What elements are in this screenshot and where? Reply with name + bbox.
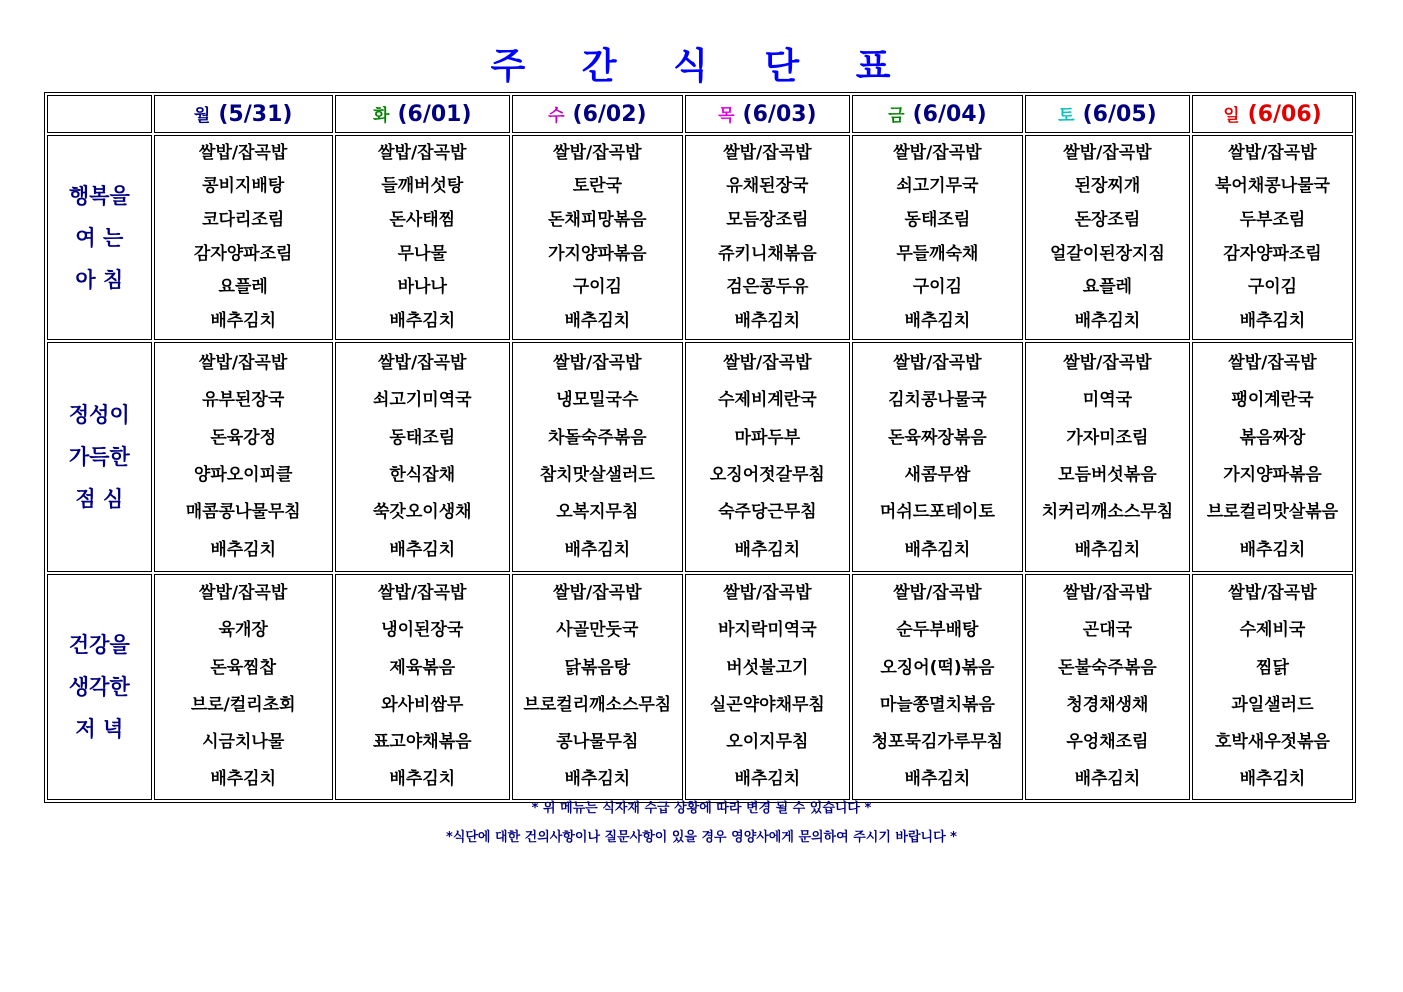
menu-item: 동태조림 bbox=[389, 427, 456, 448]
menu-item: 육개장 bbox=[218, 620, 268, 641]
menu-item: 배추김치 bbox=[904, 769, 971, 790]
menu-item: 배추김치 bbox=[1239, 310, 1306, 331]
menu-item: 배추김치 bbox=[564, 539, 631, 560]
meal-label-dinner bbox=[47, 574, 152, 800]
meal-row-breakfast bbox=[47, 135, 1353, 340]
menu-item: 가지양파볶음 bbox=[548, 243, 647, 264]
menu-cell bbox=[512, 342, 683, 572]
menu-item: 한식잡채 bbox=[389, 465, 456, 485]
day-date: (6/06) bbox=[1247, 102, 1322, 127]
day-date: (5/31) bbox=[218, 102, 293, 127]
menu-item: 수제비국 bbox=[1239, 620, 1306, 641]
menu-cell bbox=[335, 574, 510, 800]
menu-cell bbox=[335, 342, 510, 572]
menu-item: 쌀밥/잡곡밥 bbox=[893, 583, 982, 603]
menu-item: 오이지무침 bbox=[726, 732, 809, 753]
menu-item: 버섯불고기 bbox=[726, 657, 809, 678]
day-date: (6/03) bbox=[742, 102, 817, 127]
meal-label-lunch bbox=[47, 342, 152, 572]
menu-item: 쌀밥/잡곡밥 bbox=[553, 142, 642, 163]
menu-item: 쌀밥/잡곡밥 bbox=[723, 353, 812, 374]
meal-label-line: 아 침 bbox=[75, 267, 124, 292]
day-date: (6/05) bbox=[1082, 102, 1157, 127]
meal-row-lunch bbox=[47, 342, 1353, 572]
menu-cell bbox=[852, 135, 1023, 340]
menu-item: 돈육찜찹 bbox=[210, 657, 277, 678]
menu-item: 시금치나물 bbox=[202, 732, 285, 753]
footnote-contact-notice: *식단에 대한 건의사항이나 질문사항이 있을 경우 영양사에게 문의하여 주시기 바랍니다 * bbox=[446, 830, 957, 845]
menu-item: 오복지무침 bbox=[556, 502, 639, 523]
menu-item: 쌀밥/잡곡밥 bbox=[199, 583, 288, 603]
meal-label-line: 저 녁 bbox=[75, 716, 124, 741]
menu-item: 쌀밥/잡곡밥 bbox=[199, 142, 288, 163]
menu-item: 배추김치 bbox=[389, 769, 456, 790]
menu-cell bbox=[1192, 574, 1353, 800]
page-title: 주 간 식 단 표 bbox=[490, 46, 913, 87]
menu-item: 머쉬드포테이토 bbox=[879, 502, 995, 523]
menu-item: 돈불숙주볶음 bbox=[1058, 657, 1157, 678]
meal-label-line: 가득한 bbox=[68, 445, 130, 469]
menu-item: 배추김치 bbox=[389, 310, 456, 331]
menu-item: 숙주당근무침 bbox=[718, 502, 817, 523]
menu-item: 과일샐러드 bbox=[1231, 694, 1314, 715]
menu-item: 볶음짜장 bbox=[1239, 427, 1306, 448]
menu-item: 바지락미역국 bbox=[718, 620, 817, 641]
menu-item: 토란국 bbox=[572, 176, 622, 197]
day-char: 목 bbox=[718, 106, 735, 126]
menu-cell bbox=[852, 574, 1023, 800]
menu-item: 마늘쫑멸치볶음 bbox=[879, 694, 995, 715]
menu-item: 유부된장국 bbox=[202, 390, 285, 411]
menu-item: 코다리조림 bbox=[202, 209, 285, 230]
menu-item: 마파두부 bbox=[734, 427, 801, 448]
menu-item: 가지양파볶음 bbox=[1223, 465, 1322, 485]
menu-item: 냉모밀국수 bbox=[556, 390, 639, 411]
menu-item: 배추김치 bbox=[904, 539, 971, 560]
meal-label-line: 여 는 bbox=[75, 225, 124, 250]
menu-item: 팽이계란국 bbox=[1231, 390, 1314, 411]
menu-item: 구이김 bbox=[1247, 277, 1298, 298]
menu-item: 쌀밥/잡곡밥 bbox=[1063, 142, 1152, 163]
meal-label-line: 생각한 bbox=[68, 674, 130, 699]
menu-cell bbox=[685, 135, 850, 340]
day-date: (6/04) bbox=[912, 102, 987, 127]
menu-item: 와사비쌈무 bbox=[381, 694, 464, 715]
meal-label-breakfast bbox=[47, 135, 152, 340]
menu-item: 검은콩두유 bbox=[726, 277, 809, 298]
menu-item: 양파오이피클 bbox=[193, 465, 293, 485]
day-char: 수 bbox=[548, 106, 565, 126]
menu-item: 배추김치 bbox=[389, 539, 456, 560]
menu-cell bbox=[154, 135, 333, 340]
meal-label-line: 점 심 bbox=[75, 487, 124, 511]
menu-item: 쌀밥/잡곡밥 bbox=[1228, 142, 1317, 163]
menu-item: 실곤약야채무침 bbox=[709, 694, 825, 715]
menu-item: 제육볶음 bbox=[389, 657, 456, 678]
menu-item: 북어채콩나물국 bbox=[1214, 176, 1330, 197]
header-row bbox=[47, 95, 1353, 133]
menu-item: 쇠고기미역국 bbox=[373, 390, 472, 411]
menu-item: 무나물 bbox=[397, 243, 447, 264]
menu-item: 새콤무쌈 bbox=[904, 465, 971, 485]
menu-cell bbox=[335, 135, 510, 340]
menu-item: 곤대국 bbox=[1082, 620, 1133, 641]
menu-item: 돈채피망볶음 bbox=[548, 209, 647, 230]
menu-item: 치커리깨소스무침 bbox=[1041, 502, 1174, 523]
day-date: (6/02) bbox=[572, 102, 647, 127]
menu-cell bbox=[1192, 342, 1353, 572]
meal-row-dinner bbox=[47, 574, 1353, 800]
menu-item: 수제비계란국 bbox=[718, 390, 817, 411]
menu-item: 요플레 bbox=[1082, 277, 1133, 298]
menu-item: 쌀밥/잡곡밥 bbox=[893, 142, 982, 163]
menu-item: 우엉채조림 bbox=[1066, 732, 1149, 753]
menu-item: 쌀밥/잡곡밥 bbox=[378, 353, 467, 374]
menu-item: 청경채생채 bbox=[1066, 694, 1149, 715]
menu-item: 호박새우젓볶음 bbox=[1214, 732, 1330, 753]
menu-item: 콩비지배탕 bbox=[202, 176, 285, 197]
day-char: 토 bbox=[1058, 106, 1075, 126]
menu-item: 콩나물무침 bbox=[556, 732, 639, 753]
menu-item: 브로컬리맛살볶음 bbox=[1206, 502, 1339, 523]
menu-item: 구이김 bbox=[572, 277, 622, 298]
menu-item: 브로컬리깨소스무침 bbox=[523, 694, 672, 715]
menu-item: 쌀밥/잡곡밥 bbox=[199, 353, 288, 374]
menu-item: 모듬장조림 bbox=[726, 209, 809, 230]
menu-item: 쑥갓오이생채 bbox=[373, 502, 472, 523]
menu-item: 참치맛살샐러드 bbox=[539, 465, 655, 485]
menu-item: 구이김 bbox=[912, 277, 963, 298]
day-date: (6/01) bbox=[397, 102, 472, 127]
menu-item: 순두부배탕 bbox=[896, 620, 979, 641]
menu-item: 배추김치 bbox=[1239, 769, 1306, 790]
menu-cell bbox=[852, 342, 1023, 572]
menu-item: 무들깨숙채 bbox=[896, 243, 979, 264]
menu-item: 배추김치 bbox=[1074, 310, 1141, 331]
menu-item: 쌀밥/잡곡밥 bbox=[893, 353, 982, 374]
menu-cell bbox=[1025, 574, 1190, 800]
menu-cell bbox=[1192, 135, 1353, 340]
menu-item: 매콤콩나물무침 bbox=[185, 502, 301, 523]
menu-cell bbox=[154, 574, 333, 800]
menu-item: 감자양파조림 bbox=[1223, 243, 1322, 264]
menu-item: 쌀밥/잡곡밥 bbox=[553, 583, 642, 603]
menu-item: 냉이된장국 bbox=[381, 620, 464, 641]
day-header bbox=[154, 95, 333, 133]
meal-label-line: 건강을 bbox=[68, 632, 130, 657]
meal-label-line: 정성이 bbox=[68, 403, 130, 427]
menu-item: 닭볶음탕 bbox=[564, 657, 631, 678]
menu-item: 쌀밥/잡곡밥 bbox=[378, 583, 467, 603]
menu-item: 청포묵김가루무침 bbox=[871, 732, 1004, 753]
menu-item: 브로/컬리초회 bbox=[190, 694, 296, 715]
day-header bbox=[1192, 95, 1353, 133]
menu-cell bbox=[154, 342, 333, 572]
menu-item: 배추김치 bbox=[210, 769, 277, 790]
menu-cell bbox=[685, 342, 850, 572]
menu-item: 감자양파조림 bbox=[193, 243, 293, 264]
menu-item: 미역국 bbox=[1082, 390, 1133, 411]
menu-item: 배추김치 bbox=[564, 310, 631, 331]
menu-item: 배추김치 bbox=[904, 310, 971, 331]
menu-item: 배추김치 bbox=[734, 310, 801, 331]
menu-item: 배추김치 bbox=[210, 539, 277, 560]
menu-item: 바나나 bbox=[397, 277, 447, 298]
day-char: 일 bbox=[1223, 106, 1240, 126]
menu-item: 차돌숙주볶음 bbox=[548, 427, 647, 448]
menu-item: 배추김치 bbox=[734, 539, 801, 560]
menu-item: 모듬버섯볶음 bbox=[1058, 465, 1157, 485]
footnote-change-notice: * 위 메뉴는 식자재 수급 상황에 따라 변경 될 수 있습니다 * bbox=[531, 801, 872, 816]
day-header bbox=[1025, 95, 1190, 133]
menu-item: 쌀밥/잡곡밥 bbox=[723, 583, 812, 603]
menu-item: 유채된장국 bbox=[726, 176, 809, 197]
day-char: 금 bbox=[888, 106, 905, 126]
menu-item: 돈장조림 bbox=[1074, 209, 1141, 230]
menu-item: 쌀밥/잡곡밥 bbox=[723, 142, 812, 163]
menu-item: 요플레 bbox=[218, 277, 268, 298]
meal-label-line: 행복을 bbox=[68, 183, 130, 208]
menu-item: 돈육강정 bbox=[210, 427, 277, 448]
menu-item: 표고야채볶음 bbox=[373, 732, 472, 753]
menu-item: 두부조림 bbox=[1239, 209, 1306, 230]
menu-item: 쌀밥/잡곡밥 bbox=[1228, 583, 1317, 603]
day-header bbox=[335, 95, 510, 133]
menu-item: 얼갈이된장지짐 bbox=[1049, 243, 1165, 264]
menu-item: 김치콩나물국 bbox=[888, 390, 987, 411]
menu-cell bbox=[512, 574, 683, 800]
menu-item: 들깨버섯탕 bbox=[381, 176, 464, 197]
menu-item: 쌀밥/잡곡밥 bbox=[553, 353, 642, 374]
menu-item: 배추김치 bbox=[734, 769, 801, 790]
menu-item: 쇠고기무국 bbox=[896, 176, 979, 197]
menu-item: 사골만둣국 bbox=[556, 620, 639, 641]
menu-item: 돈육짜장볶음 bbox=[888, 427, 987, 448]
menu-item: 쌀밥/잡곡밥 bbox=[1228, 353, 1317, 374]
menu-item: 쌀밥/잡곡밥 bbox=[1063, 353, 1152, 374]
menu-item: 찜닭 bbox=[1256, 657, 1289, 678]
menu-item: 된장찌개 bbox=[1074, 176, 1141, 197]
day-header bbox=[685, 95, 850, 133]
menu-item: 배추김치 bbox=[1074, 769, 1141, 790]
menu-item: 오징어(떡)볶음 bbox=[880, 657, 995, 678]
day-header bbox=[512, 95, 683, 133]
corner-cell bbox=[47, 95, 152, 133]
menu-item: 배추김치 bbox=[564, 769, 631, 790]
menu-item: 배추김치 bbox=[210, 310, 277, 331]
day-char: 화 bbox=[373, 106, 390, 126]
menu-cell bbox=[685, 574, 850, 800]
menu-item: 돈사태찜 bbox=[389, 209, 456, 230]
menu-cell bbox=[1025, 135, 1190, 340]
menu-item: 배추김치 bbox=[1239, 539, 1306, 560]
menu-item: 오징어젓갈무침 bbox=[709, 465, 825, 485]
menu-item: 동태조림 bbox=[904, 209, 971, 230]
menu-item: 쌀밥/잡곡밥 bbox=[1063, 583, 1152, 603]
menu-item: 쌀밥/잡곡밥 bbox=[378, 142, 467, 163]
day-char: 월 bbox=[193, 106, 211, 126]
weekly-menu-table bbox=[44, 92, 1356, 803]
menu-item: 배추김치 bbox=[1074, 539, 1141, 560]
day-header bbox=[852, 95, 1023, 133]
menu-item: 가자미조림 bbox=[1066, 427, 1149, 448]
menu-cell bbox=[512, 135, 683, 340]
menu-item: 쥬키니채볶음 bbox=[718, 243, 817, 264]
menu-cell bbox=[1025, 342, 1190, 572]
